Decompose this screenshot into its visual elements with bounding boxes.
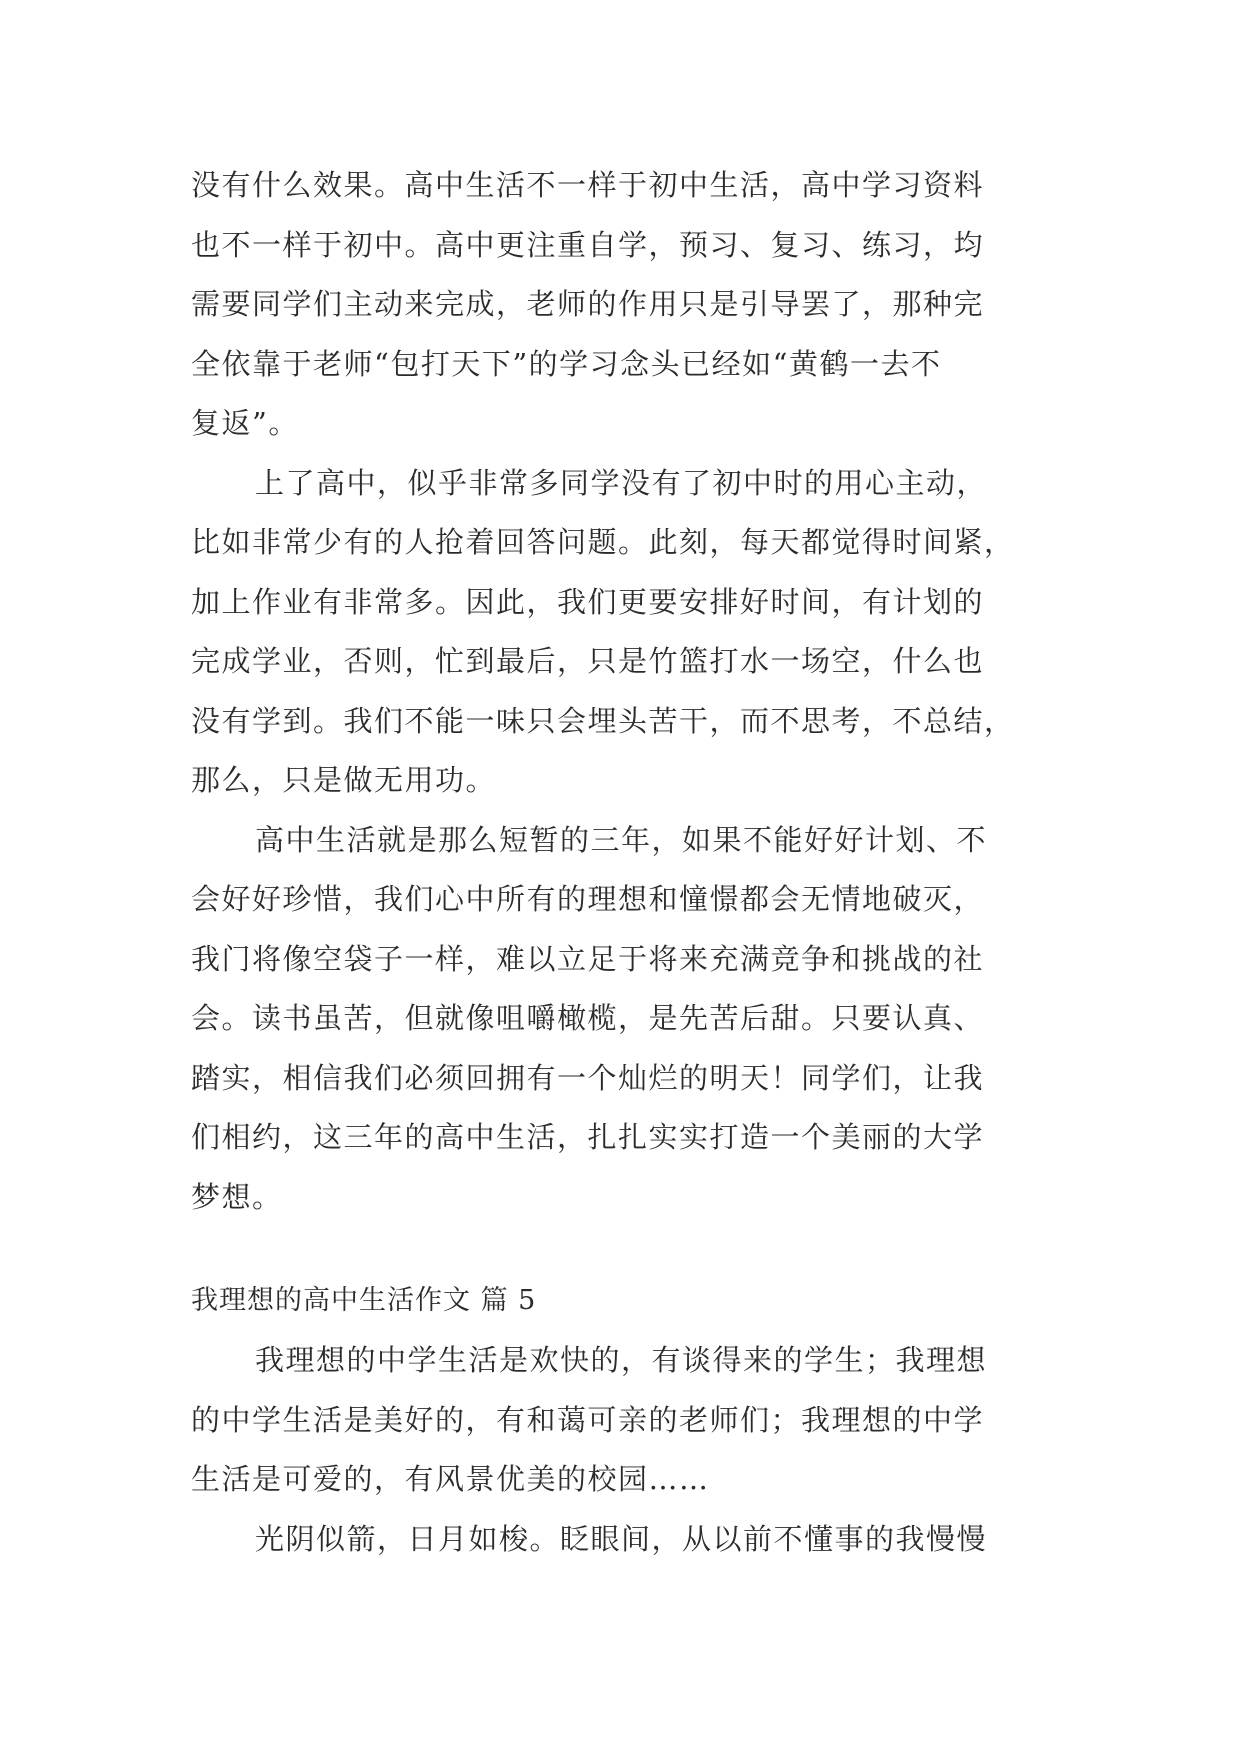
text-line: 会好好珍惜，我们心中所有的理想和憧憬都会无情地破灭， [191,882,985,916]
text-line: 们相约，这三年的高中生活，扎扎实实打造一个美丽的大学 [191,1120,985,1154]
text-line: 也不一样于初中。高中更注重自学，预习、复习、练习，均 [191,228,985,262]
text-line: 我门将像空袋子一样，难以立足于将来充满竞争和挑战的社 [191,942,985,976]
text-line: 需要同学们主动来完成，老师的作用只是引导罢了，那种完 [191,287,985,321]
text-line: 的中学生活是美好的，有和蔼可亲的老师们；我理想的中学 [191,1403,985,1437]
text-line: 光阴似箭，日月如梭。眨眼间，从以前不懂事的我慢慢 [255,1522,988,1556]
text-line: 会。读书虽苦，但就像咀嚼橄榄，是先苦后甜。只要认真、 [191,1001,985,1035]
text-line: 高中生活就是那么短暂的三年，如果不能好好计划、不 [255,823,988,857]
text-line: 踏实，相信我们必须回拥有一个灿烂的明天！同学们，让我 [191,1061,985,1095]
text-line: 复返”。 [191,406,299,440]
text-line: 我理想的中学生活是欢快的，有谈得来的学生；我理想 [255,1343,988,1377]
text-line: 加上作业有非常多。因此，我们更要安排好时间，有计划的 [191,585,985,619]
text-line: 没有学到。我们不能一味只会埋头苦干，而不思考，不总结， [191,704,1015,738]
text-line: 生活是可爱的，有风景优美的校园…… [191,1462,710,1496]
text-line: 没有什么效果。高中生活不一样于初中生活，高中学习资料 [191,168,985,202]
text-line: 完成学业，否则，忙到最后，只是竹篮打水一场空，什么也 [191,644,985,678]
text-line: 全依靠于老师“包打天下”的学习念头已经如“黄鹤一去不 [191,347,942,381]
text-line: 那么，只是做无用功。 [191,763,497,797]
text-line: 比如非常少有的人抢着回答问题。此刻，每天都觉得时间紧， [191,525,1015,559]
text-line: 上了高中，似乎非常多同学没有了初中时的用心主动， [255,466,988,500]
section-heading: 我理想的高中生活作文 篇 5 [191,1285,537,1316]
text-line: 梦想。 [191,1180,283,1214]
